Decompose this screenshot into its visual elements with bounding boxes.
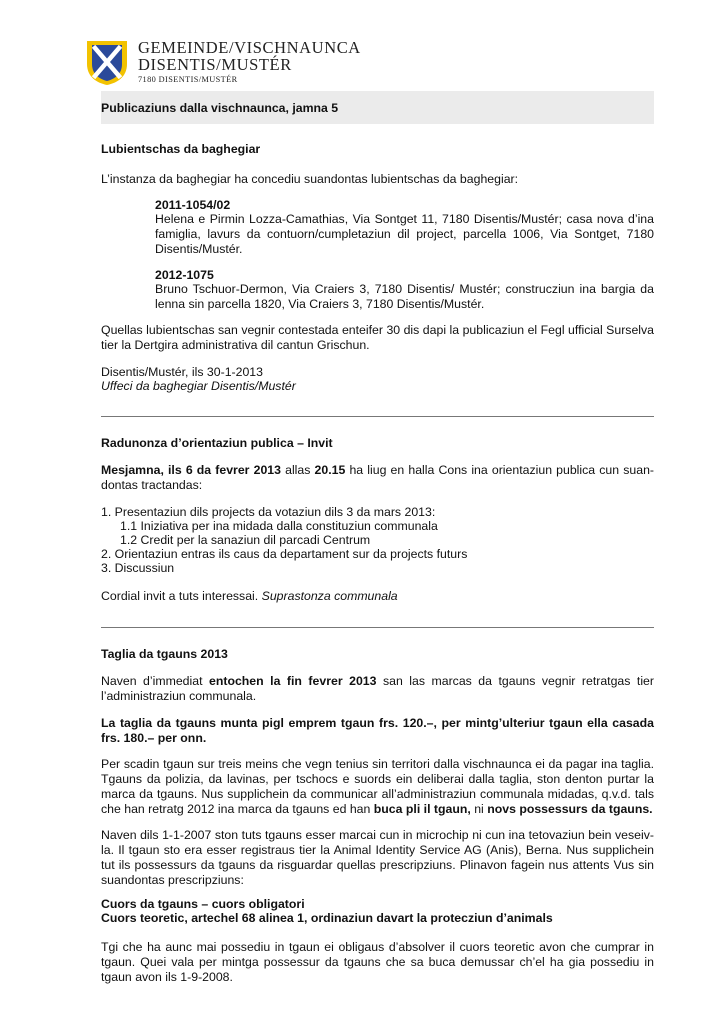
emphasis: novs possessurs da tgauns. (487, 802, 653, 816)
course-requirement: Tgi che ha aunc mai possediu in tgaun ei obligaus d’absolver il cuors teoretic avon che cumprar in tgaun. Quei vala per mintga possessur da tgauns che sa buca demussar ch’el ha gia possediu in tgaun avon ils 1-9-2008. (101, 940, 654, 984)
subheading-theory-course: Cuors teoretic, artechel 68 alinea 1, ordinaziun davart la protecziun d’animals (101, 911, 553, 925)
org-name-line-2: DISENTIS/MUSTÉR (138, 55, 292, 74)
subheading-course: Cuors da tgauns – cuors obligatori (101, 897, 305, 911)
divider (101, 627, 654, 628)
permit-number: 2012-1075 (155, 268, 214, 282)
meeting-time: 20.15 (314, 463, 346, 477)
text: Naven d’immediat (101, 674, 209, 688)
publication-banner (101, 91, 654, 124)
text: san las marcas da tgauns vegnir retratgas tier l’administraziun communala. (101, 674, 654, 703)
place-date: Disentis/Mustér, ils 30-1-2013 (101, 365, 263, 379)
agenda-item: 3. Discussiun (101, 561, 175, 575)
signature: Uffeci da baghegiar Disentis/Mustér (101, 379, 296, 393)
section-title-building-permits: Lubientschas da baghegiar (101, 142, 261, 156)
meeting-invitation (101, 463, 654, 493)
agenda-item: 1. Presentaziun dils projects da votaziun dils 3 da mars 2013: (101, 505, 436, 519)
agenda-item: 1.1 Iniziativa per ina midada dalla constituziun communala (120, 519, 438, 533)
permit-description: Bruno Tschuor-Dermon, Via Craiers 3, 7180 Disentis/ Mustér; construcziun ina bargia da lenna sin parcella 1820, Via Craiers 3, 7180 Disentis/Mustér. (155, 282, 654, 311)
deadline: entochen la fin fevrer 2013 (209, 674, 377, 688)
section-title-info-meeting: Radunonza d’orientaziun publica – Invit (101, 436, 333, 450)
microchip-rules: Naven dils 1-1-2007 ston tuts tgauns esser marcai cun in microchip ni cun ina tetovaziun bein veseiv-la. Il tgaun sto era esser registraus tier la Animal Identity Service AG (Anis), Berna. Nus supplichein tut ils possessurs da tgauns da risguardar quellas prescripziuns. Plinavon fagein nus attents Vus sin suandontas prescripziuns: (101, 828, 654, 887)
coat-of-arms-logo (86, 40, 128, 86)
permits-intro: L’instanza da baghegiar ha concediu suandontas lubientschas da baghegiar: (101, 172, 519, 186)
dog-tax-amount: La taglia da tgauns munta pigl emprem tgaun frs. 120.–, per mintg’ulteriur tgaun ella casada frs. 180.– per onn. (101, 716, 654, 745)
meeting-date: Mesjamna, ils 6 da fevrer 2013 (101, 463, 281, 477)
divider (101, 416, 654, 417)
section-title-dog-tax: Taglia da tgauns 2013 (101, 647, 228, 661)
meeting-text: ha liug en halla Cons ina orientaziun publica cun suan-dontas tractandas: (101, 463, 654, 492)
permit-description: Helena e Pirmin Lozza-Camathias, Via Sontget 11, 7180 Disentis/Mustér; casa nova d’ina famiglia, lavurs da contuorn/cumpletaziun dil project, parcella 1006, Via Sontget, 7180 Disentis/Mustér. (155, 212, 654, 256)
closing-text: Cordial invit a tuts interessai. (101, 589, 262, 603)
text: Per scadin tgaun sur treis meins che vegn tenius sin territori dalla vischnaunca ei da pagar ina taglia. Tgauns da polizia, da lavinas, per tschocs e suords ein deliberai dalla taglia, ston denton purtar la marca da tgauns. Nus supplichein da communicar all’administraziun communala midadas, q.v.d. tals che han retratg 2012 ina marca da tgauns ed han (101, 757, 654, 816)
emphasis: buca pli il tgaun, (373, 802, 471, 816)
meeting-text: allas (280, 463, 315, 477)
meeting-closing (101, 589, 654, 604)
dog-tax-notice (101, 674, 654, 704)
objection-notice: Quellas lubientschas san vegnir contestada enteifer 30 dis dapi la publicaziun el Fegl ufficial Surselva tier la Dertgira administrativa dil cantun Grischun. (101, 323, 654, 352)
municipality-name (138, 39, 361, 85)
agenda-item: 1.2 Credit per la sanaziun dil parcadi Centrum (120, 533, 371, 547)
org-name-line-1: GEMEINDE/VISCHNAUNCA (138, 38, 361, 57)
permit-number: 2011-1054/02 (155, 198, 231, 212)
text: ni (470, 802, 488, 816)
closing-signature: Suprastonza communala (261, 589, 398, 603)
org-address: 7180 DISENTIS/MUSTÉR (138, 75, 238, 84)
agenda-item: 2. Orientaziun entras ils caus da departament sur da projects futurs (101, 547, 468, 561)
dog-tax-rules (101, 757, 654, 817)
banner-title: Publicaziuns dalla vischnaunca, jamna 5 (101, 101, 339, 115)
